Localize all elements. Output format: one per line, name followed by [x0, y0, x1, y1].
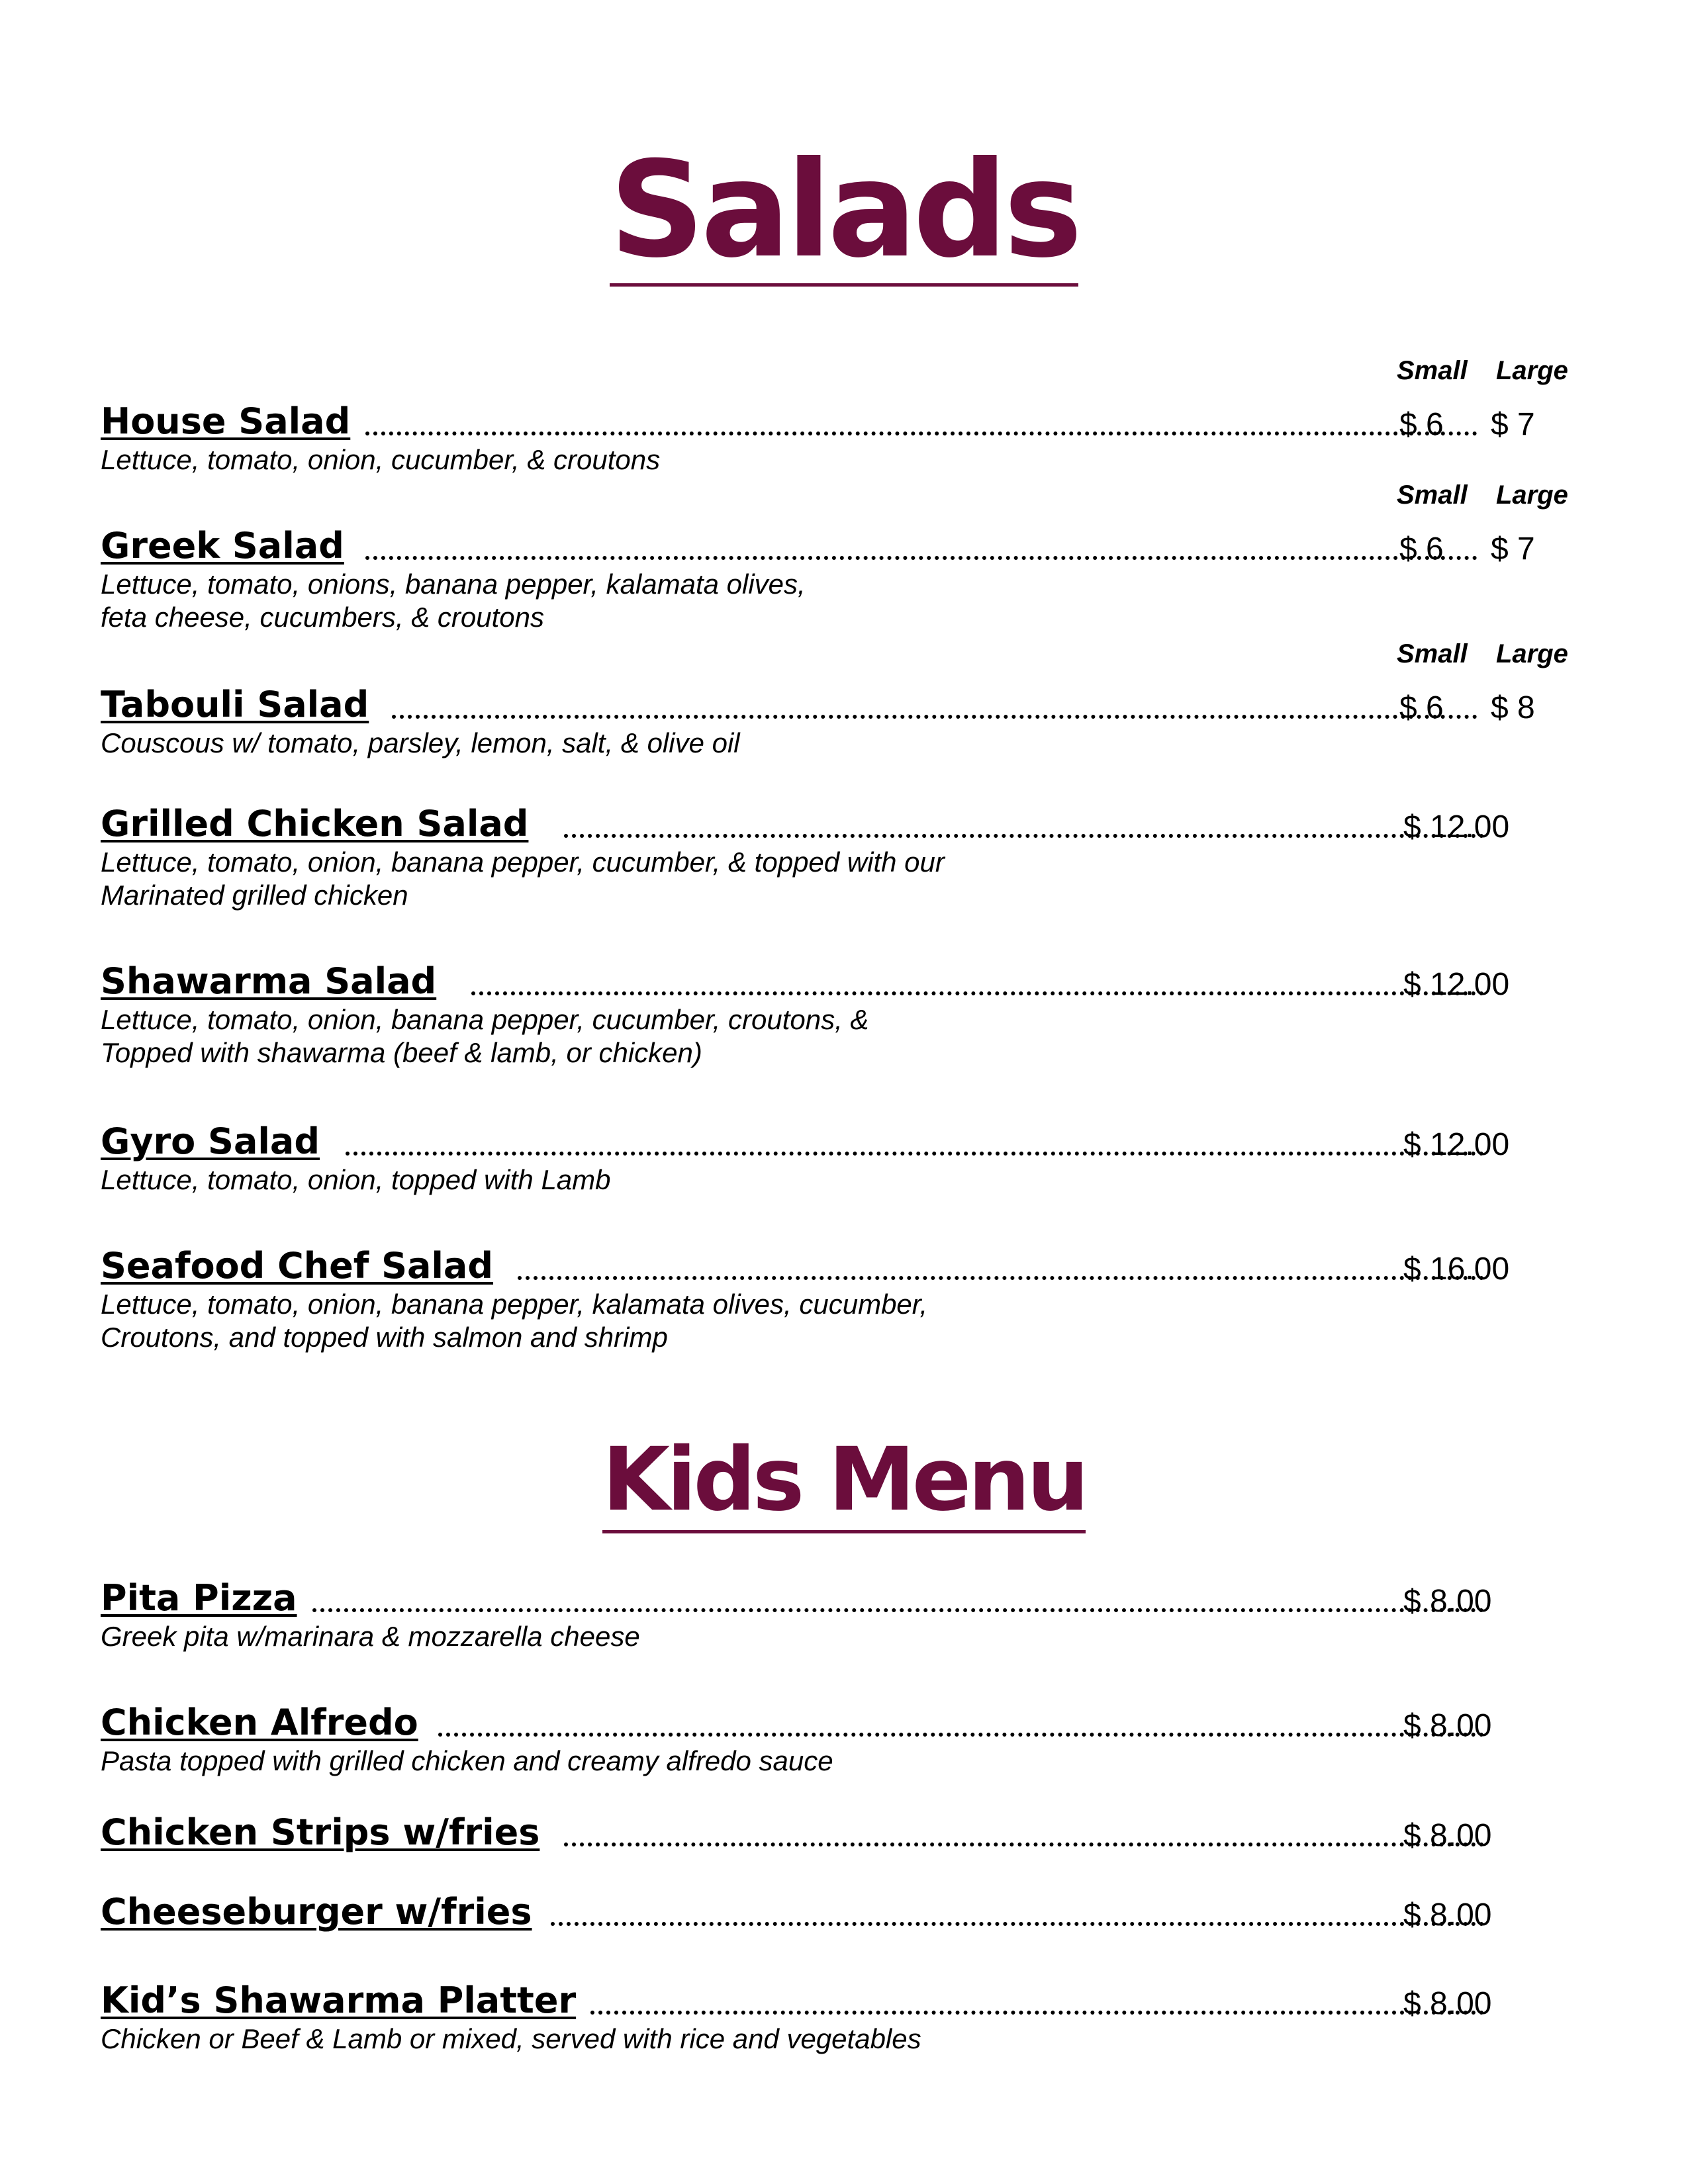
- price-small: $ 6: [1399, 531, 1444, 567]
- price: $ 8.00: [1403, 1986, 1492, 2021]
- dot-leader: [392, 715, 1477, 719]
- dot-leader: [438, 1733, 1484, 1737]
- dot-leader: [551, 1922, 1484, 1926]
- menu-item-chicken-strips: [101, 1808, 1623, 1854]
- price: $ 8.00: [1403, 1584, 1492, 1619]
- price: $ 12.00: [1403, 1127, 1510, 1162]
- size-label-large: Large: [1496, 480, 1568, 510]
- item-description: Lettuce, tomato, onion, banana pepper, kalamata olives, cucumber,: [101, 1289, 928, 1320]
- item-name: Cheeseburger w/fries: [101, 1894, 543, 1930]
- item-description: Chicken or Beef & Lamb or mixed, served with rice and vegetables: [101, 2023, 921, 2054]
- price: $ 8.00: [1403, 1818, 1492, 1853]
- item-name: Seafood Chef Salad: [101, 1248, 504, 1284]
- kids-menu-title: Kids Menu: [0, 1436, 1688, 1533]
- price-small: $ 6: [1399, 407, 1444, 442]
- menu-item-grilled-chicken-salad: [101, 799, 1623, 912]
- price: $ 8.00: [1403, 1897, 1492, 1933]
- menu-item-kids-shawarma-platter: [101, 1976, 1623, 2056]
- item-name: Grilled Chicken Salad: [101, 806, 539, 842]
- dot-leader: [365, 432, 1477, 435]
- item-name: Chicken Strips w/fries: [101, 1815, 550, 1850]
- dot-leader: [518, 1276, 1484, 1280]
- item-description: Lettuce, tomato, onion, banana pepper, cucumber, croutons, &: [101, 1004, 869, 1035]
- dot-leader: [564, 1843, 1484, 1846]
- item-description: Lettuce, tomato, onion, topped with Lamb: [101, 1164, 611, 1195]
- menu-item-shawarma-salad: [101, 957, 1623, 1069]
- menu-item-chicken-alfredo: [101, 1698, 1623, 1778]
- price-large: $ 7: [1491, 531, 1535, 567]
- item-description: Topped with shawarma (beef & lamb, or chicken): [101, 1037, 702, 1068]
- dot-leader: [312, 1608, 1484, 1612]
- price-small: $ 6: [1399, 690, 1444, 725]
- salads-title: Salads: [609, 133, 1079, 287]
- dot-leader: [346, 1152, 1484, 1156]
- item-name: Kid’s Shawarma Platter: [101, 1983, 586, 2019]
- item-description: Lettuce, tomato, onion, banana pepper, cucumber, & topped with our: [101, 846, 945, 878]
- size-label-small: Small: [1397, 639, 1468, 668]
- menu-item-house-salad: [101, 356, 1623, 477]
- item-name: Gyro Salad: [101, 1124, 330, 1160]
- item-name: Tabouli Salad: [101, 687, 379, 723]
- menu-item-tabouli-salad: [101, 639, 1623, 760]
- item-description: Lettuce, tomato, onion, cucumber, & croutons: [101, 444, 661, 475]
- dot-leader: [471, 991, 1484, 995]
- price: $ 16.00: [1403, 1251, 1510, 1287]
- item-description: feta cheese, cucumbers, & croutons: [101, 602, 545, 633]
- price: $ 12.00: [1403, 809, 1510, 844]
- item-name: Chicken Alfredo: [101, 1705, 429, 1741]
- size-label-small: Small: [1397, 356, 1468, 385]
- item-description: Croutons, and topped with salmon and shrimp: [101, 1322, 668, 1353]
- dot-leader: [365, 556, 1477, 560]
- menu-item-pita-pizza: [101, 1574, 1623, 1653]
- item-name: Shawarma Salad: [101, 964, 447, 999]
- size-label-large: Large: [1496, 356, 1568, 385]
- dot-leader: [590, 2011, 1484, 2015]
- price-large: $ 8: [1491, 690, 1535, 725]
- menu-item-greek-salad: [101, 480, 1623, 634]
- item-name: Pita Pizza: [101, 1580, 308, 1616]
- item-description: Couscous w/ tomato, parsley, lemon, salt, & olive oil: [101, 727, 740, 758]
- menu-item-seafood-chef-salad: [101, 1242, 1623, 1354]
- item-description: Greek pita w/marinara & mozzarella cheese: [101, 1621, 640, 1652]
- price-large: $ 7: [1491, 407, 1535, 442]
- price: $ 12.00: [1403, 967, 1510, 1002]
- size-label-small: Small: [1397, 480, 1468, 510]
- item-name: House Salad: [101, 404, 361, 439]
- size-label-large: Large: [1496, 639, 1568, 668]
- dot-leader: [564, 834, 1484, 838]
- item-description: Lettuce, tomato, onions, banana pepper, kalamata olives,: [101, 569, 806, 600]
- menu-item-gyro-salad: [101, 1117, 1623, 1197]
- price: $ 8.00: [1403, 1708, 1492, 1743]
- item-description: Pasta topped with grilled chicken and creamy alfredo sauce: [101, 1745, 833, 1776]
- menu-item-cheeseburger: [101, 1888, 1623, 1934]
- item-description: Marinated grilled chicken: [101, 880, 408, 911]
- item-name: Greek Salad: [101, 528, 355, 564]
